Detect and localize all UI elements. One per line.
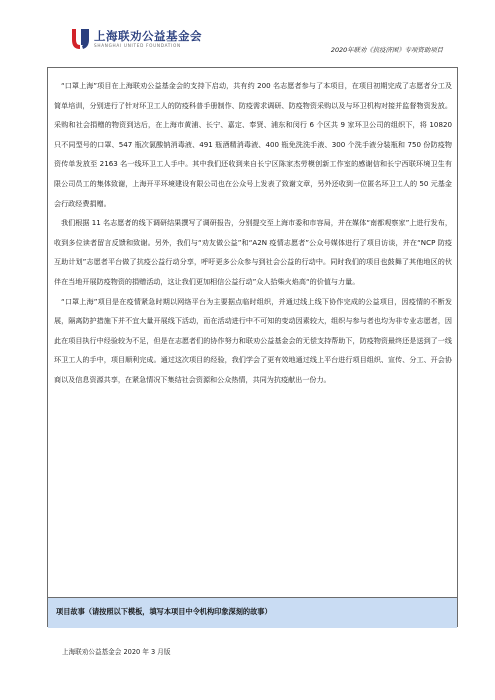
project-story-label: 项目故事（请按照以下模板，填写本项目中令机构印象深刻的故事）: [56, 607, 272, 616]
page-footer: 上海联劝公益基金会 2020 年 3 月版: [62, 648, 171, 656]
foundation-logo: [70, 28, 202, 50]
logo-name-en: SHANGHAI UNITED FOUNDATION: [94, 42, 181, 48]
logo-mark-icon: [70, 28, 90, 50]
page-header: [0, 0, 495, 60]
paragraph-2: 我们根据 11 名志愿者的线下调研结果撰写了调研报告，分别提交至上海市委和市容局，并在媒体“南都观察家”上进行发布，收到多位读者留言反馈和致谢。另外，我们与“劝友做公益”和“A2N 疫情志愿者”公众号媒体进行了项目访谈，并在“NCP 防疫互助计划”志愿者平台做了抗疫公益行动分享，呼吁更多公众参与到社会公益的行动中。同时我们的项目也鼓舞了其他地区的伙伴在当地开展防疫物资的捐赠活动，这让我们更加相信公益行动”众人拾柴火焰高“的价值与力量。: [54, 218, 452, 286]
report-body: [54, 76, 452, 390]
paragraph-3: “口罩上海”项目是在疫情紧急时期以网络平台为主要据点临时组织，并通过线上线下协作完成的公益项目，因疫情的不断发展，隔离防护措施下并不宜大量开展线下活动，而在活动进行中不可知的变动因素较大，组织与参与者也均为非专业志愿者，因此在项目执行中经验较为不足，但是在志愿者们的协作努力和联劝公益基金会的无偿支持帮助下，防疫物资最终还是送到了一线环卫工人的手中，项目顺利完成。通过这次项目的经验，我们学会了更有效地通过线上平台进行项目组织、宣传、分工、开会协商以及信息资源共享，在紧急情况下集结社会资源和公众热情，共同为抗疫献出一份力。: [54, 296, 452, 384]
logo-name-cn: 上海联劝公益基金会: [94, 28, 202, 43]
report-table: [47, 67, 458, 627]
project-title: 2020年联劝《抗疫济困》专项资助项目: [330, 46, 443, 54]
project-story-header: [48, 597, 457, 628]
paragraph-1: “口罩上海”项目在上海联劝公益基金会的支持下启动，共有约 200 名志愿者参与了本项目，在项目初期完成了志愿者分工及简单培训，分别进行了针对环卫工人的防疫科普手册制作、防疫需求调研、防疫物资采购以及与环卫机构对接并监督物资发放。采购和社会捐赠的物资到达后，在上海市黄浦、长宁、嘉定、奉贤、浦东和闵行 6 个区共 9 家环卫公司的组织下，将 10820 只不同型号的口罩、547 瓶次氯酸钠消毒液、491 瓶酒精消毒液、400 瓶免洗洗手液、300 个洗手液分装瓶和 750 份防疫物资传单发放至 2163 名一线环卫工人手中。其中我们还收到来自长宁区陈家杰劳模创新工作室的感谢信和长宁西联环境卫生有限公司员工的集体致谢，上海开平环境建设有限公司也在公众号上发表了致谢文章，另外还收到一位匿名环卫工人的 50 元基金会行政经费捐赠。: [54, 81, 452, 208]
